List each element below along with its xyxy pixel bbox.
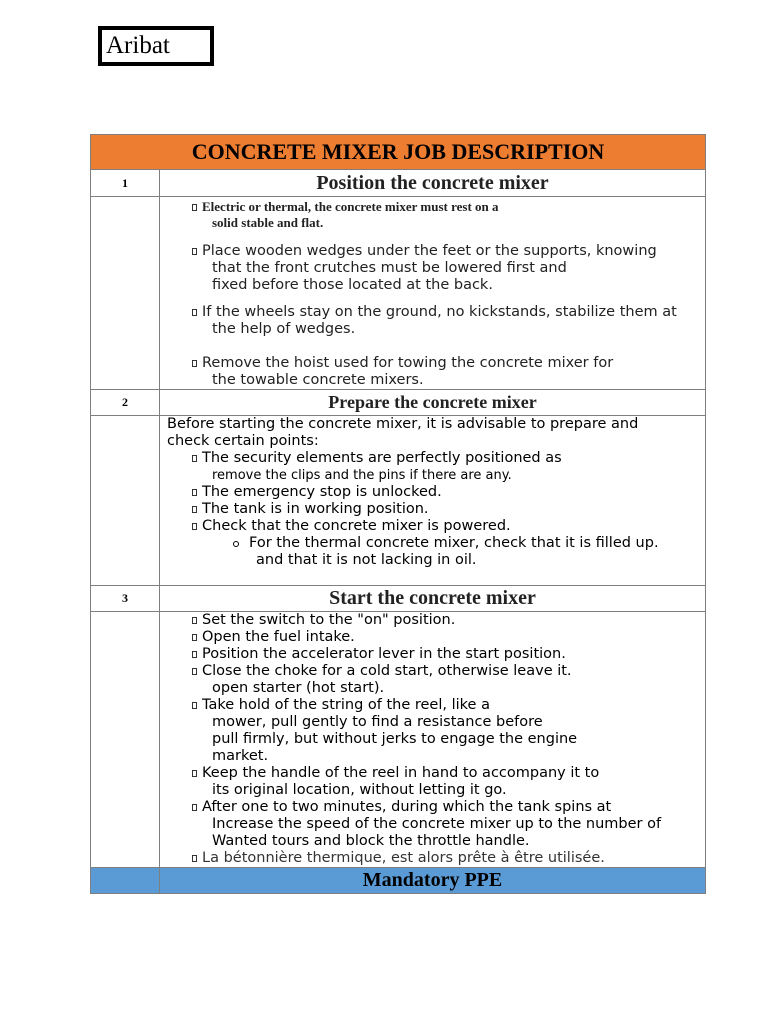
bullet-text: Electric or thermal, the concrete mixer must rest on a [202,199,499,214]
square-bullet-icon [192,702,197,709]
square-bullet-icon [192,506,197,513]
square-bullet-icon [192,489,197,496]
bullet-text: Increase the speed of the concrete mixer up to the number of [212,816,662,832]
bullet-text: solid stable and flat. [212,215,324,230]
square-bullet-icon [192,634,197,641]
bullet-text: The security elements are perfectly positioned as [202,450,562,466]
bullet-item [160,243,705,294]
section-number: 1 [91,170,160,197]
bullet-text: remove the clips and the pins if there are any. [212,468,512,483]
bullet-text: Set the switch to the "on" position. [202,612,456,628]
bullet-text: La bétonnière thermique, est alors prête à être utilisée. [202,850,605,866]
bullet-item [160,629,705,646]
square-bullet-icon [192,804,197,811]
bullet-text: mower, pull gently to find a resistance before [212,714,543,730]
title-row [91,135,706,170]
intro-text: Before starting the concrete mixer, it is advisable to prepare and check certain points: [167,416,639,449]
square-bullet-icon [192,668,197,675]
bullet-text: Open the fuel intake. [202,629,355,645]
square-bullet-icon [192,204,197,211]
section-number: 2 [91,390,160,416]
bullet-item [160,697,705,765]
bullet-text: the help of wedges. [212,321,356,337]
square-bullet-icon [192,523,197,530]
square-bullet-icon [192,651,197,658]
company-logo: Aribat [98,26,214,66]
bullet-item [160,850,705,867]
bullet-text: Position the accelerator lever in the start position. [202,646,566,662]
bullet-text: The tank is in working position. [202,501,429,517]
section-body [160,416,706,586]
bullet-item [160,199,705,231]
section-body [160,612,706,868]
bullet-item [160,663,705,697]
section-number: 3 [91,586,160,612]
bullet-text: its original location, without letting it go. [212,782,507,798]
empty-cell [91,197,160,390]
square-bullet-icon [192,309,197,316]
bullet-item [160,484,705,501]
empty-cell [91,868,160,894]
bullet-text: Take hold of the string of the reel, like a [202,697,490,713]
bullet-text: Wanted tours and block the throttle handle. [212,833,530,849]
bullet-item [160,304,705,338]
section-heading: Prepare the concrete mixer [160,390,706,416]
section-heading: Position the concrete mixer [160,170,706,197]
bullet-text: that the front crutches must be lowered first and [212,260,567,276]
circle-bullet-icon [233,541,239,547]
square-bullet-icon [192,617,197,624]
bullet-text: If the wheels stay on the ground, no kickstands, stabilize them at [202,304,677,320]
empty-cell [91,612,160,868]
bullet-text: The emergency stop is unlocked. [202,484,442,500]
square-bullet-icon [192,248,197,255]
bullet-text: Place wooden wedges under the feet or the supports, knowing [202,243,657,259]
bullet-text: open starter (hot start). [212,680,385,696]
bullet-text: pull firmly, but without jerks to engage the engine [212,731,578,747]
job-description-table [90,134,706,894]
ppe-heading: Mandatory PPE [160,868,706,894]
section-header-row [91,586,706,612]
bullet-text: Keep the handle of the reel in hand to accompany it to [202,765,600,781]
bullet-text: Check that the concrete mixer is powered. [202,518,511,534]
section-heading: Start the concrete mixer [160,586,706,612]
bullet-text: the towable concrete mixers. [212,372,424,388]
section-body-row [91,197,706,390]
bullet-item [160,450,705,484]
bullet-item [160,799,705,850]
bullet-text: fixed before those located at the back. [212,277,493,293]
bullet-text: market. [212,748,269,764]
square-bullet-icon [192,770,197,777]
section-body-row [91,416,706,586]
sub-bullet-item [160,535,705,569]
square-bullet-icon [192,855,197,862]
square-bullet-icon [192,360,197,367]
bullet-text: For the thermal concrete mixer, check that it is filled up. [249,535,659,551]
document-title: CONCRETE MIXER JOB DESCRIPTION [91,135,706,170]
bullet-item [160,612,705,629]
section-body [160,197,706,390]
bullet-item [160,765,705,799]
bullet-item [160,518,705,535]
bullet-item [160,646,705,663]
section-body-row [91,612,706,868]
bullet-text: After one to two minutes, during which the tank spins at [202,799,612,815]
empty-cell [91,416,160,586]
section-header-row [91,170,706,197]
ppe-row [91,868,706,894]
bullet-text: Remove the hoist used for towing the concrete mixer for [202,355,614,371]
bullet-text: and that it is not lacking in oil. [256,552,477,568]
square-bullet-icon [192,455,197,462]
bullet-text: Close the choke for a cold start, otherwise leave it. [202,663,572,679]
section-header-row [91,390,706,416]
bullet-item [160,355,705,389]
bullet-item [160,501,705,518]
